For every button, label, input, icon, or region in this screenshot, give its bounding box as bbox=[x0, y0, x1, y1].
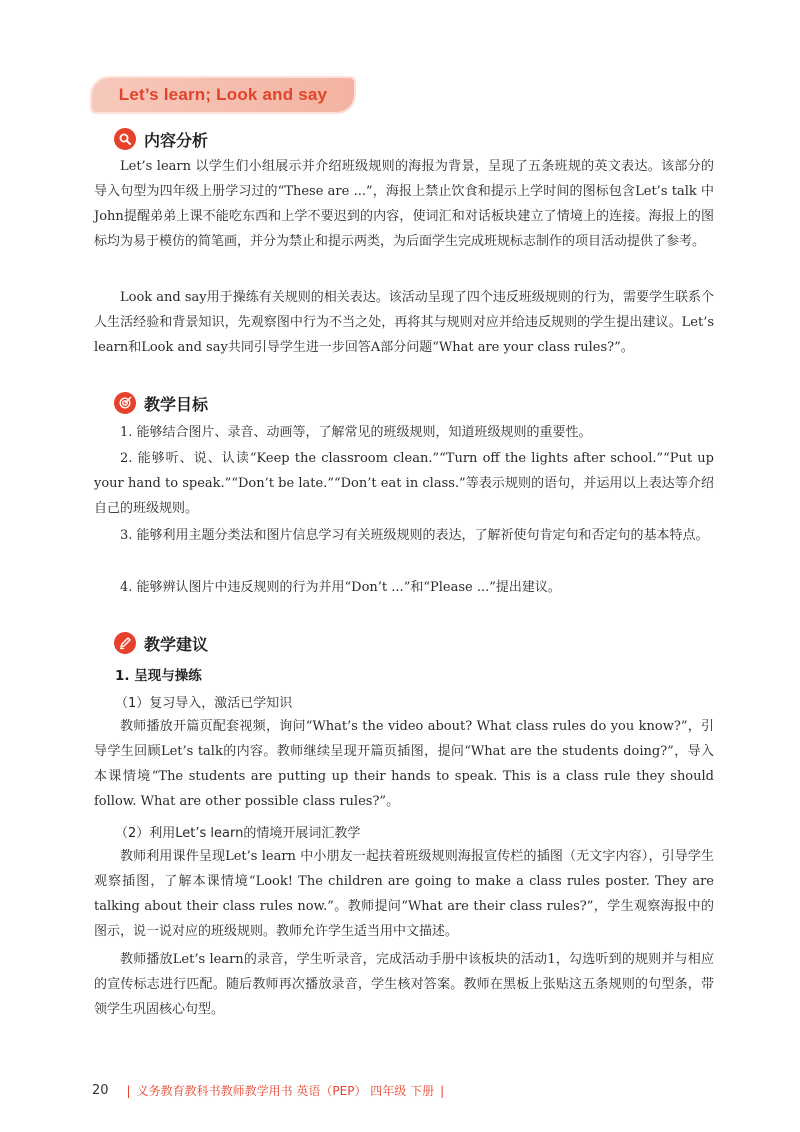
goals-header bbox=[114, 390, 208, 416]
page-footer bbox=[92, 1082, 450, 1099]
footer-divider-right: | bbox=[440, 1083, 445, 1098]
subsection-heading: 1. 呈现与操练 bbox=[115, 668, 202, 684]
analysis-header bbox=[114, 126, 208, 152]
goal-item-3: 3. 能够利用主题分类法和图片信息学习有关班级规则的表达，了解祈使句肯定句和否定句的基本特点。 bbox=[120, 528, 709, 543]
section-banner bbox=[92, 78, 354, 112]
footer-divider-left: | bbox=[126, 1083, 131, 1098]
suggestion-paragraph-3: 教师播放Let’s learn的录音，学生听录音，完成活动手册中该板块的活动1，勾选听到的规则并与相应的宣传标志进行匹配。随后教师再次播放录音，学生核对答案。教师在黑板上张贴这五条规则的句型条，带领学生巩固核心句型。 bbox=[94, 952, 714, 1017]
magnifier-icon bbox=[114, 128, 136, 150]
goal-item-4: 4. 能够辨认图片中违反规则的行为并用“Don’t ...”和“Please ...”提出建议。 bbox=[120, 580, 561, 595]
analysis-paragraph-1: Let’s learn 以学生们小组展示并介绍班级规则的海报为背景，呈现了五条班规的英文表达。该部分的导入句型为四年级上册学习过的“These are ...”，海报上禁止饮食和提示上学时间的图标包含Let’s talk 中John提醒弟弟上课不能吃东西和上学不要迟到的内容，使词汇和对话板块建立了情境上的连接。海报上的图标均为易于模仿的简笔画，并分为禁止和提示两类，为后面学生完成班规标志制作的项目活动提供了参考。 bbox=[94, 159, 714, 249]
book-title: 义务教育教科书教师教学用书 英语（PEP） 四年级 下册 bbox=[136, 1084, 435, 1098]
analysis-paragraph-2: Look and say用于操练有关规则的相关表达。该活动呈现了四个违反班级规则的行为，需要学生联系个人生活经验和背景知识，先观察图中行为不当之处，再将其与规则对应并给违反规则的学生提出建议。Let’s learn和Look and say共同引导学生进一步回答A部分问题“What are your class rules?”。 bbox=[94, 290, 714, 355]
goal-item-2: 2. 能够听、说、认读“Keep the classroom clean.”“Turn off the lights after school.”“Put up your hand to speak.”“Don’t be late.”“Don’t eat in class.”等表示规则的语句，并运用以上表达等介绍自己的班级规则。 bbox=[94, 451, 714, 516]
pen-icon bbox=[114, 632, 136, 654]
goal-item-1: 1. 能够结合图片、录音、动画等，了解常见的班级规则，知道班级规则的重要性。 bbox=[120, 425, 592, 440]
banner-title: Let’s learn; Look and say bbox=[118, 85, 328, 104]
target-icon bbox=[114, 392, 136, 414]
suggestion-paragraph-2: 教师利用课件呈现Let’s learn 中小朋友一起扶着班级规则海报宣传栏的插图（无文字内容），引导学生观察插图，了解本课情境“Look! The children are going to make a class rules poster. They are talking about their class rules now.”。教师提问“What are their class rules?”，学生观察海报中的图示，说一说对应的班级规则。教师允许学生适当用中文描述。 bbox=[94, 849, 714, 939]
suggestions-title: 教学建议 bbox=[144, 634, 209, 654]
analysis-title: 内容分析 bbox=[144, 130, 209, 150]
page-number: 20 bbox=[92, 1083, 109, 1098]
step-heading-1: （1）复习导入，激活已学知识 bbox=[115, 696, 293, 711]
suggestions-header bbox=[114, 630, 208, 656]
step-heading-2: （2）利用Let’s learn的情境开展词汇教学 bbox=[115, 826, 361, 841]
goals-title: 教学目标 bbox=[144, 394, 209, 414]
suggestion-paragraph-1: 教师播放开篇页配套视频，询问“What’s the video about? What class rules do you know?”，引导学生回顾Let’s talk的内容。教师继续呈现开篇页插图，提问“What are the students doing?”，导入本课情境“The students are putting up their hands to speak. This is a class rule they should follow. What are other possible class rules?”。 bbox=[94, 719, 714, 809]
